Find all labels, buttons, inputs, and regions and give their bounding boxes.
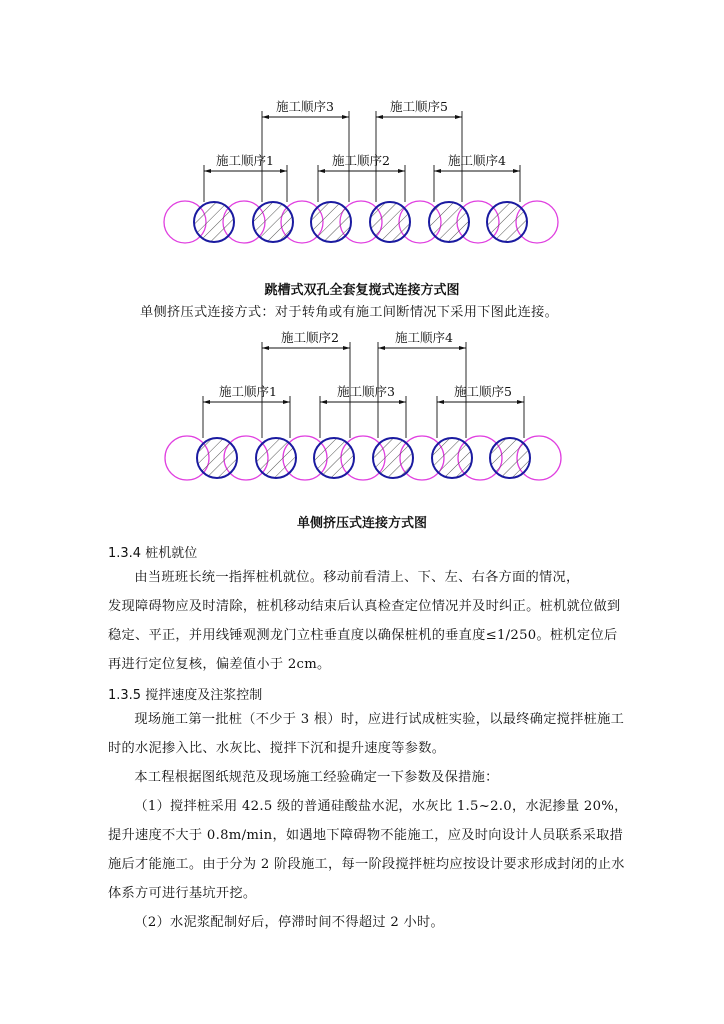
section-1-3-5-para1: 现场施工第一批桩（不少于 3 根）时，应进行试成桩实验，以最终确定搅拌桩施工时的水泥掺入比、水灰比、搅拌下沉和提升速度等参数。 — [108, 712, 625, 756]
pile-circles — [194, 202, 527, 242]
section-1-3-4-para: 发现障碍物应及时清除，桩机移动结束后认真检查定位情况并及时纠正。桩机就位做到稳定、平正，并用线锤观测龙门立柱垂直度以确保桩机的垂直度≤1/250。桩机定位后再进行定位复核，偏差值小于 2cm。 — [108, 599, 621, 672]
section-1-3-5-para3: （1）搅拌桩采用 42.5 级的普通硅酸盐水泥，水灰比 1.5~2.0，水泥掺量 20%，提升速度不大于 0.8m/min，如遇地下障碍物不能施工，应及时向设计人员联系采取措施后才能施工。由于分为 2 阶段施工，每一阶段搅拌桩均应按设计要求形成封闭的止水体系方可进行基坑开挖。 — [108, 799, 628, 901]
section-1-3-5-heading: 1.3.5 搅拌速度及注浆控制 — [108, 688, 263, 703]
section-1-3-5-para4: （2）水泥浆配制好后，停滞时间不得超过 2 小时。 — [134, 915, 444, 930]
diagram-2-caption: 单侧挤压式连接方式图 — [296, 516, 427, 531]
pile-circle — [256, 438, 296, 478]
dim-label-seq2: 施工顺序2 — [281, 330, 339, 345]
dim-label-seq4: 施工顺序4 — [395, 330, 453, 345]
pile-circles — [197, 438, 530, 478]
pile-circle — [253, 202, 293, 242]
pile-circle — [197, 438, 237, 478]
dim-label-seq5: 施工顺序5 — [454, 384, 512, 399]
dim-label-seq1: 施工顺序1 — [219, 384, 277, 399]
dim-label-seq3: 施工顺序3 — [276, 99, 334, 114]
dim-label-seq3: 施工顺序3 — [337, 384, 395, 399]
section-1-3-4-heading: 1.3.4 桩机就位 — [108, 546, 198, 561]
diagram-single-side-extrusion — [0, 322, 724, 492]
pile-circle — [429, 202, 469, 242]
intro-line: 单侧挤压式连接方式：对于转角或有施工间断情况下采用下图此连接。 — [140, 305, 559, 320]
dim-label-seq5: 施工顺序5 — [390, 99, 448, 114]
diagram-2-svg — [0, 322, 724, 492]
dim-label-seq4: 施工顺序4 — [448, 153, 506, 168]
pile-circle — [487, 202, 527, 242]
dim-label-seq1: 施工顺序1 — [216, 153, 274, 168]
diagram-1-svg — [0, 90, 724, 260]
pile-circle — [370, 202, 410, 242]
pile-circle — [311, 202, 351, 242]
section-1-3-4-line1: 由当班班长统一指挥桩机就位。移动前看清上、下、左、右各方面的情况， — [134, 570, 580, 585]
pile-circle — [432, 438, 472, 478]
pile-circle — [373, 438, 413, 478]
pile-circle — [194, 202, 234, 242]
dim-label-seq2: 施工顺序2 — [332, 153, 390, 168]
diagram-jump-slot-double-hole — [0, 90, 724, 260]
pile-circle — [314, 438, 354, 478]
diagram-1-caption: 跳槽式双孔全套复搅式连接方式图 — [264, 283, 460, 298]
pile-circle — [490, 438, 530, 478]
section-1-3-5-para2: 本工程根据图纸规范及现场施工经验确定一下参数及保措施： — [134, 770, 499, 785]
